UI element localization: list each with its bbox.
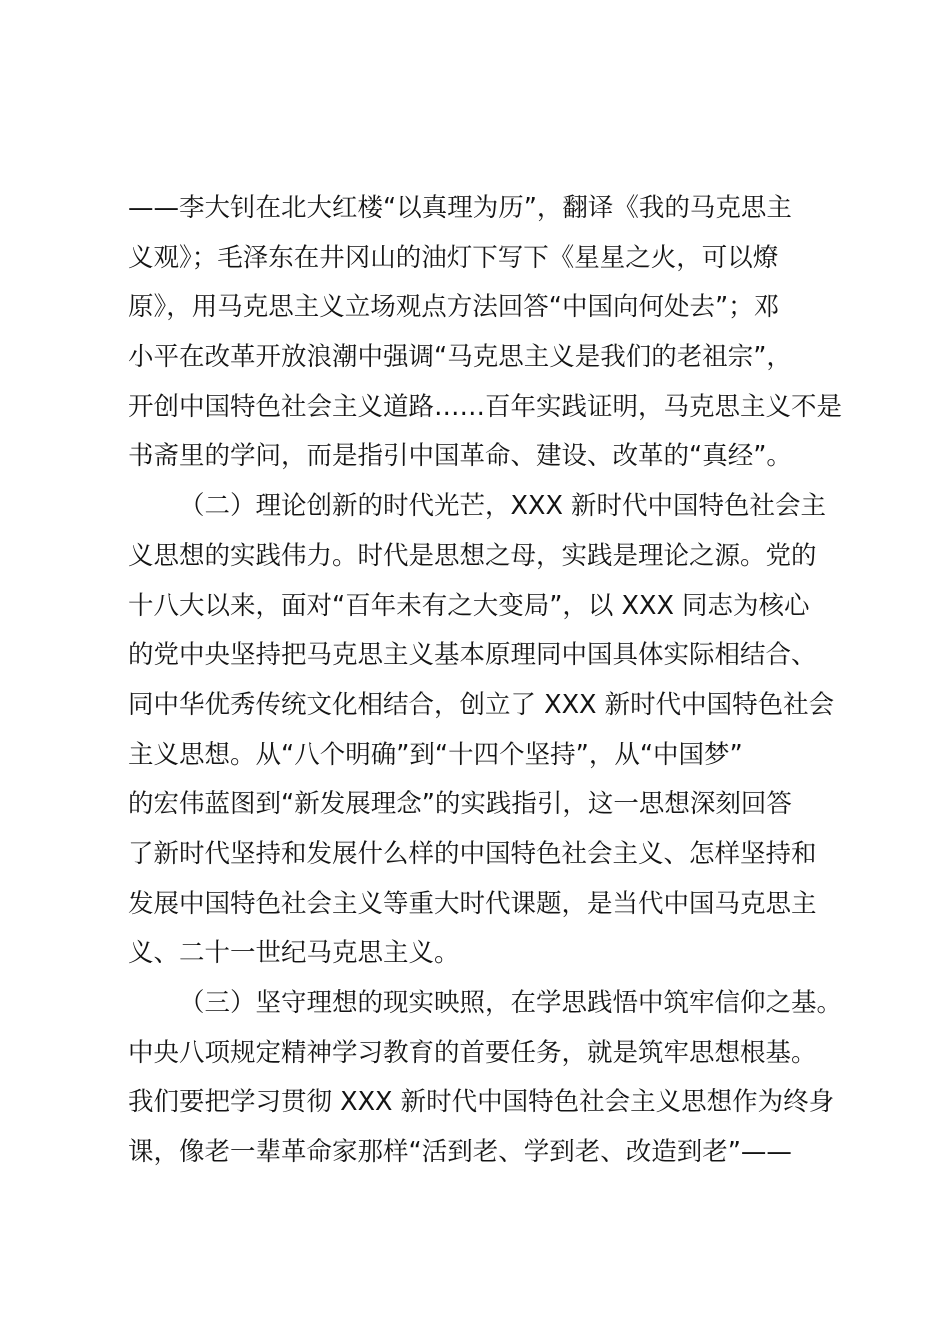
paragraph-2-line-7: 的宏伟蓝图到“新发展理念”的实践指引，这一思想深刻回答	[128, 789, 792, 820]
paragraph-1-line-2: 义观》；毛泽东在井冈山的油灯下写下《星星之火，可以燎	[128, 242, 779, 273]
paragraph-2-line-2: 义思想的实践伟力。时代是思想之母，实践是理论之源。党的	[128, 540, 817, 571]
paragraph-3-line-4: 课，像老一辈革命家那样“活到老、学到老、改造到老”——	[128, 1137, 792, 1168]
paragraph-3-line-1: （三）坚守理想的现实映照，在学思践悟中筑牢信仰之基。	[179, 988, 843, 1018]
paragraph-2-line-1: （二）理论创新的时代光芒，XXX 新时代中国特色社会主	[179, 491, 827, 522]
paragraph-1-line-1: ——李大钊在北大红楼“以真理为历”，翻译《我的马克思主	[128, 193, 792, 223]
paragraph-1-line-3: 原》，用马克思主义立场观点方法回答“中国向何处去”；邓	[128, 292, 780, 323]
paragraph-2-line-4: 的党中央坚持把马克思主义基本原理同中国具体实际相结合、	[128, 640, 817, 671]
paragraph-2-line-10: 义、二十一世纪马克思主义。	[128, 938, 460, 969]
paragraph-2-line-5: 同中华优秀传统文化相结合，创立了 XXX 新时代中国特色社会	[128, 689, 835, 720]
paragraph-1-line-6: 书斋里的学问，而是指引中国革命、建设、改革的“真经”。	[128, 441, 792, 472]
document-body	[128, 184, 848, 1178]
paragraph-2-line-9: 发展中国特色社会主义等重大时代课题，是当代中国马克思主	[128, 888, 817, 919]
paragraph-3-line-3: 我们要把学习贯彻 XXX 新时代中国特色社会主义思想作为终身	[128, 1087, 835, 1118]
paragraph-1-line-4: 小平在改革开放浪潮中强调“马克思主义是我们的老祖宗”，	[128, 342, 792, 373]
paragraph-1-line-5: 开创中国特色社会主义道路……百年实践证明，马克思主义不是	[128, 391, 843, 422]
paragraph-2-line-8: 了新时代坚持和发展什么样的中国特色社会主义、怎样坚持和	[128, 838, 817, 869]
paragraph-2-line-3: 十八大以来，面对“百年未有之大变局”，以 XXX 同志为核心	[128, 590, 810, 621]
paragraph-3-line-2: 中央八项规定精神学习教育的首要任务，就是筑牢思想根基。	[128, 1037, 817, 1068]
paragraph-2-line-6: 主义思想。从“八个明确”到“十四个坚持”，从“中国梦”	[128, 739, 743, 770]
